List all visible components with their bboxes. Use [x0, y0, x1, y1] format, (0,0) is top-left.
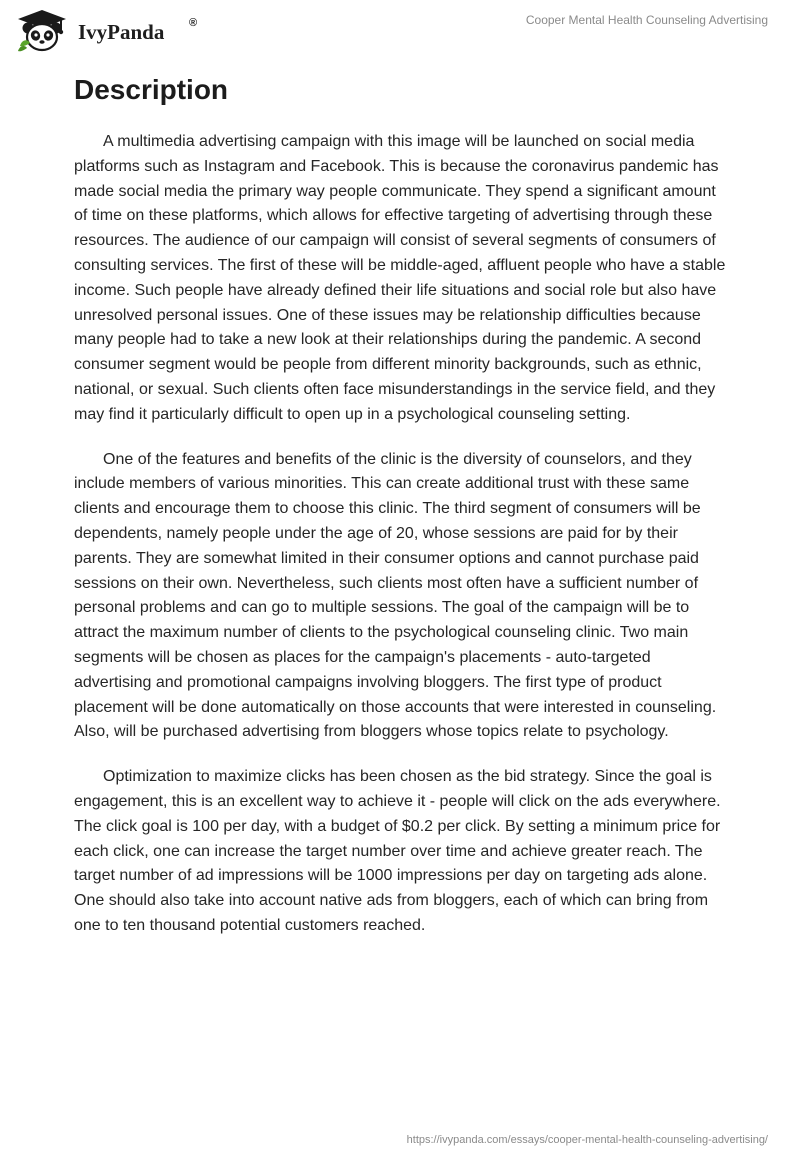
paragraph-3: Optimization to maximize clicks has been chosen as the bid strategy. Since the goal is engagement, this is an excellent way to achieve it - people will click on the ads everywhere. The click goal is 100 per day, with a budget of $0.2 per click. By setting a minimum price for each click, one can increase the target number over time and achieve greater reach. The target number of ad impressions will be 1000 impressions per day on targeting ads alone. One should also take into account native ads from bloggers, each of which can bring from one to ten thousand potential customers reached. — [74, 768, 721, 934]
panda-graduation-cap-icon — [14, 8, 70, 54]
ivypanda-logo[interactable] — [14, 8, 204, 54]
document-title: Cooper Mental Health Counseling Advertising — [525, 13, 768, 27]
brand-name: IvyPanda — [78, 20, 165, 44]
source-url[interactable]: https://ivypanda.com/essays/cooper-mental-health-counseling-advertising/ — [406, 1134, 768, 1146]
essay-content — [74, 72, 730, 959]
registered-mark: ® — [189, 17, 198, 29]
section-heading: Description — [74, 74, 229, 105]
page-header — [0, 0, 800, 60]
paragraph-2: One of the features and benefits of the clinic is the diversity of counselors, and they include members of various minorities. This can create additional trust with these same clients and encourage them to choose this clinic. The third segment of consumers will be dependents, namely people under the age of 20, whose sessions are paid for by their parents. They are somewhat limited in their consumer options and cannot purchase paid sessions on their own. Nevertheless, such clients most often have a sufficient number of personal problems and can go to multiple sessions. The goal of the campaign will be to attract the maximum number of clients to the psychological counseling clinic. Two main segments will be chosen as places for the campaign's placements - auto-targeted advertising and promotional campaigns involving bloggers. The first type of product placement will be done automatically on those accounts that were interested in counseling. Also, will be purchased advertising from bloggers whose topics relate to psychology. — [74, 450, 717, 741]
paragraph-1: A multimedia advertising campaign with this image will be launched on social media platforms such as Instagram and Facebook. This is because the coronavirus pandemic has made social media the primary way people communicate. They spend a significant amount of time on these platforms, which allows for effective targeting of advertising through these resources. The audience of our campaign will consist of several segments of consumers of consulting services. The first of these will be middle-aged, affluent people who have a stable income. Such people have already defined their life situations and social role but also have unresolved personal issues. One of these issues may be relationship difficulties because many people had to take a new look at their relationships during the pandemic. A second consumer segment would be people from different minority backgrounds, such as ethnic, national, or sexual. Such clients often face misunderstandings in the service field, and they may find it particularly difficult to open up in a psychological counseling setting. — [74, 133, 726, 423]
